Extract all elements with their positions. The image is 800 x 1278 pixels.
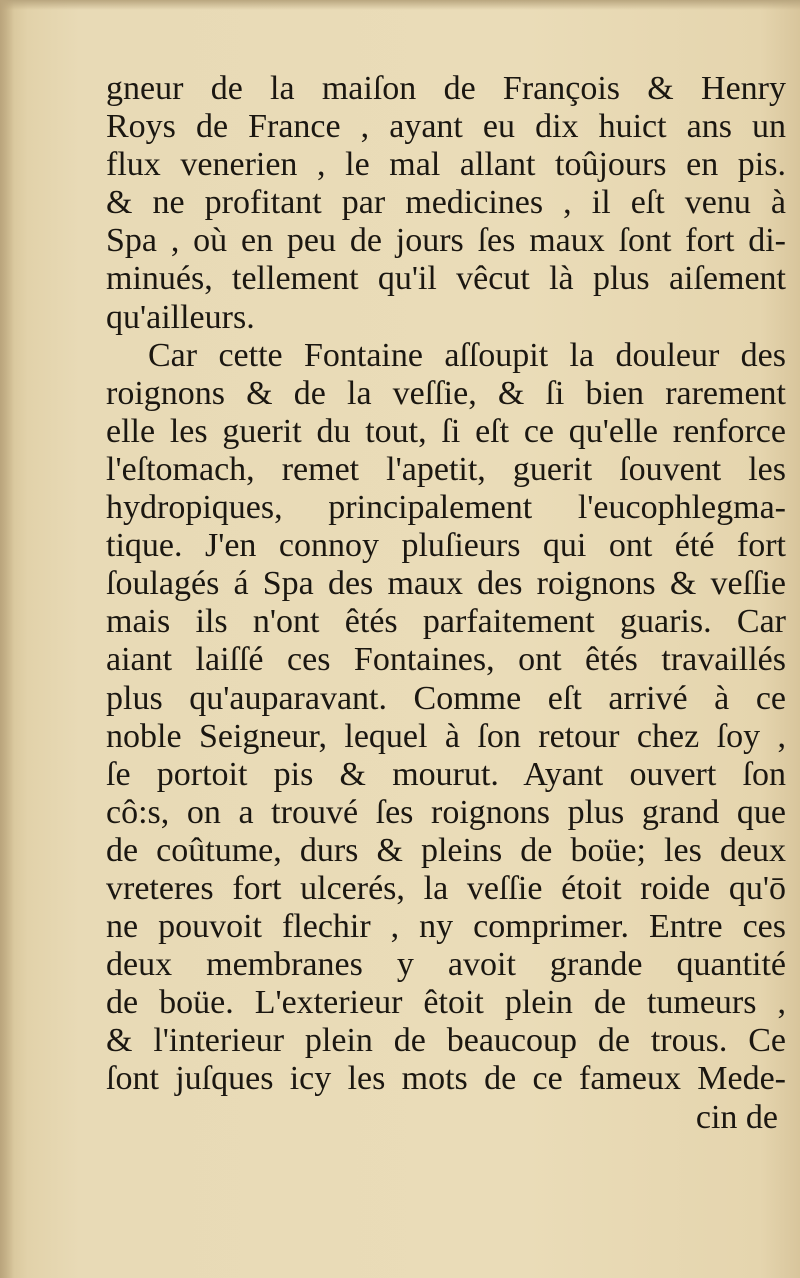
text-line: & l'interieur plein de beaucoup de trous. Ce [106, 1022, 786, 1060]
text-line: hydropiques, principalement l'eucophlegma- [106, 489, 786, 527]
text-line: & ne profitant par medicines , il eſt venu à [106, 184, 786, 222]
text-line: ſoulagés á Spa des maux des roignons & veſſie [106, 565, 786, 603]
catchword: cin de [695, 1098, 778, 1136]
text-line: ne pouvoit flechir , ny comprimer. Entre ces [106, 908, 786, 946]
text-line: de coûtume, durs & pleins de boüe; les deux [106, 831, 786, 869]
text-line: minués, tellement qu'il vêcut là plus aiſement [106, 260, 786, 298]
text-line: ſe portoit pis & mourut. Ayant ouvert ſon [106, 755, 786, 793]
text-line: plus qu'auparavant. Comme eſt arrivé à ce [106, 679, 786, 717]
text-line: aiant laiſſé ces Fontaines, ont êtés travaillés [106, 641, 786, 679]
text-line: l'eſtomach, remet l'apetit, guerit ſouvent les [106, 450, 786, 488]
text-line: vreteres fort ulcerés, la veſſie étoit roide qu'ō [106, 869, 786, 907]
text-line: qu'ailleurs. [106, 298, 255, 336]
text-line: de boüe. L'exterieur êtoit plein de tumeurs , [106, 984, 786, 1022]
text-line: mais ils n'ont êtés parfaitement guaris. Car [106, 603, 786, 641]
text-line: elle les guerit du tout, ſi eſt ce qu'elle renforce [106, 412, 786, 450]
text-line: Spa , où en peu de jours ſes maux ſont fort di- [106, 222, 786, 260]
page-top-edge [0, 0, 800, 10]
text-line: Roys de France , ayant eu dix huict ans un [106, 108, 786, 146]
text-line: ſont juſques icy les mots de ce fameux Mede- [106, 1060, 786, 1098]
text-line: cô:s, on a trouvé ſes roignons plus grand que [106, 793, 786, 831]
text-line: roignons & de la veſſie, & ſi bien rarement [106, 374, 786, 412]
text-line: noble Seigneur, lequel à ſon retour chez ſoy , [106, 717, 786, 755]
text-line: flux venerien , le mal allant toûjours en pis. [106, 146, 786, 184]
text-line: deux membranes y avoit grande quantité [106, 946, 786, 984]
text-line: gneur de la maiſon de François & Henry [106, 70, 786, 107]
text-line: tique. J'en connoy pluſieurs qui ont été fort [106, 527, 786, 565]
text-line: Car cette Fontaine aſſoupit la douleur des [148, 336, 786, 374]
page-binding-edge [0, 0, 14, 1278]
body-text [106, 70, 786, 1137]
